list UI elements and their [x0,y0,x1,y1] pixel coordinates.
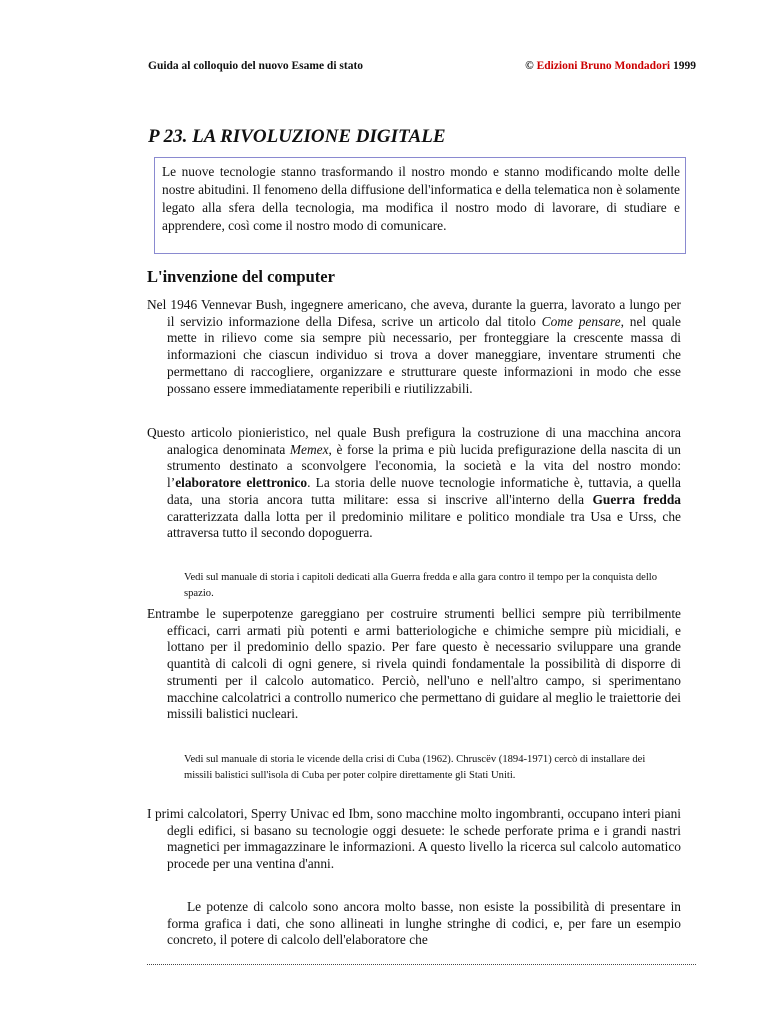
margin-note-1: Vedi sul manuale di storia i capitoli dedicati alla Guerra fredda e alla gara contro il tempo per la conquista dello spazio. [184,572,658,599]
abstract-box: Le nuove tecnologie stanno trasformando il nostro mondo e stanno modificando molte delle nostre abitudini. Il fenomeno della diffusione dell'informatica e della telematica non è solamente legato alla sfera della tecnologia, ma modifica il nostro modo di lavorare, di studiare e apprendere, così come il nostro modo di comunicare. [154,157,686,254]
paragraph-1-italic: Come pensare [541,313,621,329]
header-book-title: Guida al colloquio del nuovo Esame di stato [148,60,364,72]
footer-divider [147,964,696,965]
paragraph-4: I primi calcolatori, Sperry Univac ed Ibm, sono macchine molto ingombranti, occupano interi piani degli edifici, si basano su tecnologie oggi desuete: le schede perforate prima e i grandi nastri magnetici per immagazzinare le informazioni. A questo livello la ricerca sul calcolo automatico procede per una ventina d'anni. [147,806,681,872]
header-year: 1999 [673,60,696,72]
paragraph-1-text-a: Nel 1946 Vennevar Bush, ingegnere americano, che aveva, durante la guerra, lavorato a lungo per il servizio informazione della Difesa, scrive un articolo dal titolo [147,297,681,329]
paragraph-2-italic: Memex [289,441,329,457]
paragraph-2-text-d: caratterizzata dalla lotta per il predominio militare e politico mondiale tra Usa e Urss, che attraversa tutto il secondo dopoguerra. [167,508,681,541]
paragraph-2-text-c: . La storia delle nuove tecnologie informatiche è, tuttavia, a quella data, una storia ancora tutta militare: essa si inscrive all'interno della [167,475,681,507]
margin-note-2: Vedi sul manuale di storia le vicende della crisi di Cuba (1962). Chruscëv (1894-1971) cercò di installare dei missili balistici sull'isola di Cuba per poter colpire direttamente gli Stati Uniti. [184,754,646,781]
paragraph-2-text-b: , è forse la prima e più lucida prefigurazione della nascita di un strumento destinato a sconvolgere l'economia, la società e la vita del nostro mondo: l’ [167,441,682,491]
section-heading: L'invenzione del computer [147,267,335,286]
page-title: P 23. LA RIVOLUZIONE DIGITALE [148,126,446,147]
paragraph-2-bold-b: Guerra fredda [592,491,681,507]
paragraph-2-bold-a: elaboratore elettronico [175,475,308,491]
header-publisher: Edizioni Bruno Mondadori [536,60,671,72]
paragraph-5: Le potenze di calcolo sono ancora molto basse, non esiste la possibilità di presentare in forma grafica i dati, che sono allineati in lunghe stringhe di codici, e, per fare un esempio concreto, il potere di calcolo dell'elaboratore che [167,899,681,948]
paragraph-3: Entrambe le superpotenze gareggiano per costruire strumenti bellici sempre più terribilmente efficaci, carri armati più potenti e armi batteriologiche e chimiche sempre più micidiali, e lottano per il predominio dello spazio. Per fare questo è necessario sviluppare una grande quantità di calcoli di ogni genere, si rivela quindi fondamentale la possibilità di disporre di strumenti per il calcolo automatico. Perciò, nell'uno e nell'altro campo, si sperimentano macchine calcolatrici a controllo numerico che permettano di guidare al meglio le traiettorie dei missili balistici nucleari. [147,606,681,722]
copyright-symbol: © [525,60,534,72]
paragraph-1 [147,297,681,397]
header-copyright [525,59,696,73]
paragraph-1-text-b: , nel quale mette in rilievo come sia sempre più necessario, per fronteggiare la crescente massa di informazioni che ciascun individuo si trova a dover maneggiare, inventare strumenti che permettano di raccogliere, organizzare e strutturare queste informazioni in modo che esse possano essere immediatamente reperibili e riutilizzabili. [167,313,681,396]
paragraph-2 [147,425,681,542]
paragraph-2-text-a: Questo articolo pionieristico, nel quale Bush prefigura la costruzione di una macchina ancora analogica denominata [147,425,681,457]
